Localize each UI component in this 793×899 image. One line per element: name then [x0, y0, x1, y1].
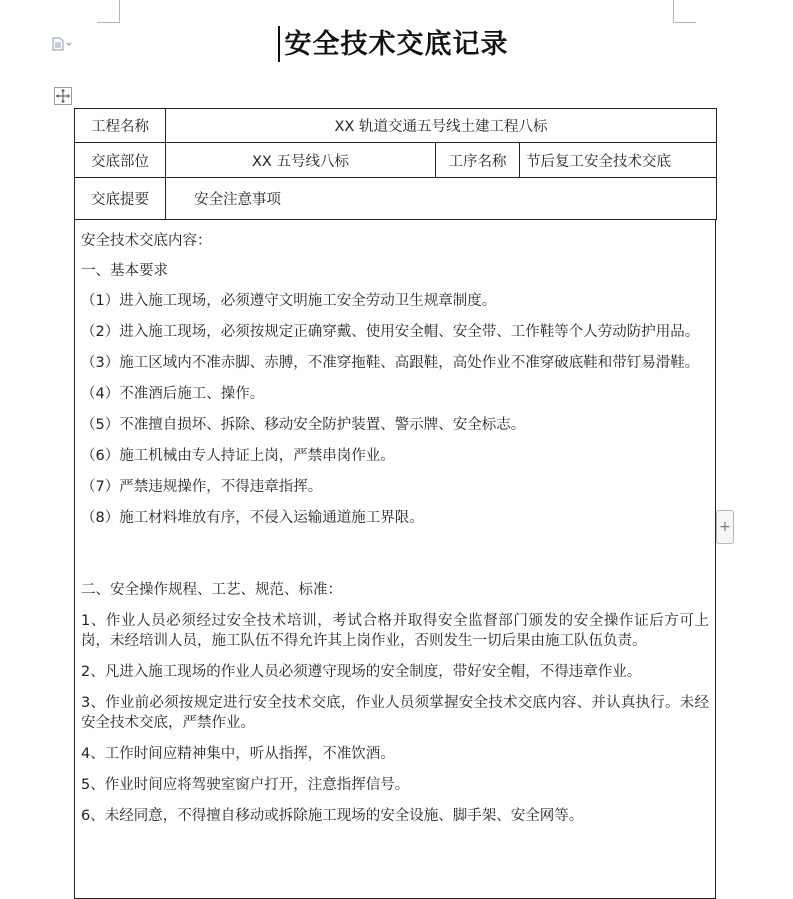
section1-heading: 一、基本要求: [81, 263, 168, 279]
location-row: [75, 143, 717, 178]
section1-item: （5）不准擅自损坏、拆除、移动安全防护装置、警示牌、安全标志。: [81, 417, 526, 433]
project-row: [75, 109, 717, 143]
section1-item: （6）施工机械由专人持证上岗，严禁串岗作业。: [81, 448, 395, 464]
content-intro: 安全技术交底内容：: [81, 233, 212, 249]
process-label: 工序名称: [436, 143, 520, 178]
section2-item: 5、作业时间应将驾驶室窗户打开，注意指挥信号。: [81, 777, 410, 793]
section1-item: （2）进入施工现场，必须按规定正确穿戴、使用安全帽、安全带、工作鞋等个人劳动防护用品。: [81, 324, 700, 340]
move-handle-icon[interactable]: [54, 87, 72, 105]
location-value[interactable]: XX 五号线八标: [166, 143, 436, 178]
page-title: 安全技术交底记录: [284, 29, 509, 60]
section1-item: （4）不准酒后施工、操作。: [81, 386, 265, 402]
location-label: 交底部位: [75, 143, 166, 178]
summary-value[interactable]: 安全注意事项: [166, 178, 717, 220]
section1-item: （3）施工区域内不准赤脚、赤膊，不准穿拖鞋、高跟鞋，高处作业不准穿破底鞋和带钉易滑鞋。: [81, 355, 700, 371]
page-corner-top-right: [673, 0, 696, 23]
summary-row: [75, 178, 717, 220]
section2-item: 1、作业人员必须经过安全技术培训，考试合格并取得安全监督部门颁发的安全操作证后方可上岗，未经培训人员，施工队伍不得允许其上岗作业，否则发生一切后果由施工队伍负责。: [81, 613, 709, 649]
header-table: [74, 108, 717, 220]
section2-item: 4、工作时间应精神集中，听从指挥，不准饮酒。: [81, 746, 395, 762]
section1-item: （7）严禁违规操作，不得违章指挥。: [81, 479, 323, 495]
project-value[interactable]: XX 轨道交通五号线土建工程八标: [166, 109, 717, 143]
section1-item: （1）进入施工现场，必须遵守文明施工安全劳动卫生规章制度。: [81, 293, 497, 309]
add-icon[interactable]: +: [716, 510, 734, 544]
section1-item: （8）施工材料堆放有序，不侵入运输通道施工界限。: [81, 510, 424, 526]
content-box[interactable]: [74, 219, 716, 899]
summary-label: 交底提要: [75, 178, 166, 220]
section2-item: 3、作业前必须按规定进行安全技术交底，作业人员须掌握安全技术交底内容、并认真执行。未经安全技术交底，严禁作业。: [81, 695, 709, 731]
process-value[interactable]: 节后复工安全技术交底: [520, 143, 717, 178]
page-corner-top-left: [97, 0, 120, 23]
section2-item: 2、凡进入施工现场的作业人员必须遵守现场的安全制度，带好安全帽，不得违章作业。: [81, 664, 642, 680]
section2-heading: 二、安全操作规程、工艺、规范、标准：: [81, 582, 342, 598]
section2-item: 6、未经同意，不得擅自移动或拆除施工现场的安全设施、脚手架、安全网等。: [81, 808, 584, 824]
project-label: 工程名称: [75, 109, 166, 143]
